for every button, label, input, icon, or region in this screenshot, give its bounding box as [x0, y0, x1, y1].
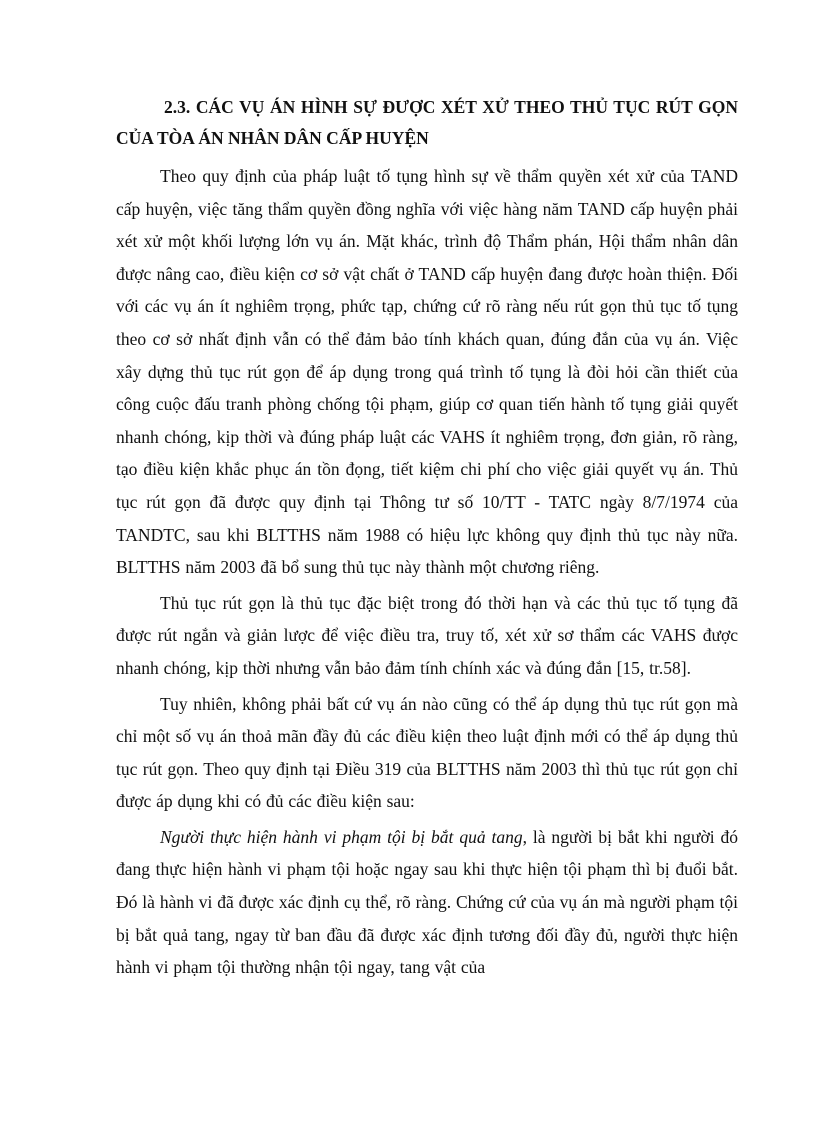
- page-content: [116, 92, 738, 984]
- paragraph-4: [116, 821, 738, 984]
- paragraph-2: Thủ tục rút gọn là thủ tục đặc biệt trong đó thời hạn và các thủ tục tố tụng đã được rút ngắn và giản lược để việc điều tra, truy tố, xét xử sơ thẩm các VAHS được nhanh chóng, kịp thời nhưng vẫn bảo đảm tính chính xác và đúng đắn [15, tr.58].: [116, 592, 738, 678]
- paragraph-1: Theo quy định của pháp luật tố tụng hình sự về thẩm quyền xét xử của TAND cấp huyện, việc tăng thẩm quyền đồng nghĩa với việc hàng năm TAND cấp huyện phải xét xử một khối lượng lớn vụ án. Mặt khác, trình độ Thẩm phán, Hội thẩm nhân dân được nâng cao, điều kiện cơ sở vật chất ở TAND cấp huyện đang được hoàn thiện. Đối với các vụ án ít nghiêm trọng, phức tạp, chứng cứ rõ ràng nếu rút gọn thủ tục tố tụng theo cơ sở nhất định vẫn có thể đảm bảo tính khách quan, đúng đắn của vụ án. Việc xây dựng thủ tục rút gọn để áp dụng trong quá trình tố tụng là đòi hỏi cần thiết của công cuộc đấu tranh phòng chống tội phạm, giúp cơ quan tiến hành tố tụng giải quyết nhanh chóng, kịp thời và đúng pháp luật các VAHS ít nghiêm trọng, đơn giản, rõ ràng, tạo điều kiện khắc phục án tồn đọng, tiết kiệm chi phí cho việc giải quyết vụ án. Thủ tục rút gọn đã được quy định tại Thông tư số 10/TT - TATC ngày 8/7/1974 của TANDTC, sau khi BLTTHS năm 1988 có hiệu lực không quy định thủ tục này nữa. BLTTHS năm 2003 đã bổ sung thủ tục này thành một chương riêng.: [116, 166, 738, 578]
- italic-lead: Người thực hiện hành vi phạm tội bị bắt quả tang: [160, 826, 523, 847]
- paragraph-3: Tuy nhiên, không phải bất cứ vụ án nào cũng có thể áp dụng thủ tục rút gọn mà chỉ một số vụ án thoả mãn đầy đủ các điều kiện theo luật định mới có thể áp dụng thủ tục rút gọn. Theo quy định tại Điều 319 của BLTTHS năm 2003 thì thủ tục rút gọn chỉ được áp dụng khi có đủ các điều kiện sau:: [116, 693, 738, 812]
- section-heading: 2.3. CÁC VỤ ÁN HÌNH SỰ ĐƯỢC XÉT XỬ THEO THỦ TỤC RÚT GỌN CỦA TÒA ÁN NHÂN DÂN CẤP HUYỆN: [116, 97, 738, 148]
- paragraph-4-rest: , là người bị bắt khi người đó đang thực hiện hành vi phạm tội hoặc ngay sau khi thực hiện tội phạm thì bị đuổi bắt. Đó là hành vi đã được xác định cụ thể, rõ ràng. Chứng cứ của vụ án mà người phạm tội bị bắt quả tang, ngay từ ban đầu đã được xác định tương đối đầy đủ, người thực hiện hành vi phạm tội thường nhận tội ngay, tang vật của: [116, 826, 739, 978]
